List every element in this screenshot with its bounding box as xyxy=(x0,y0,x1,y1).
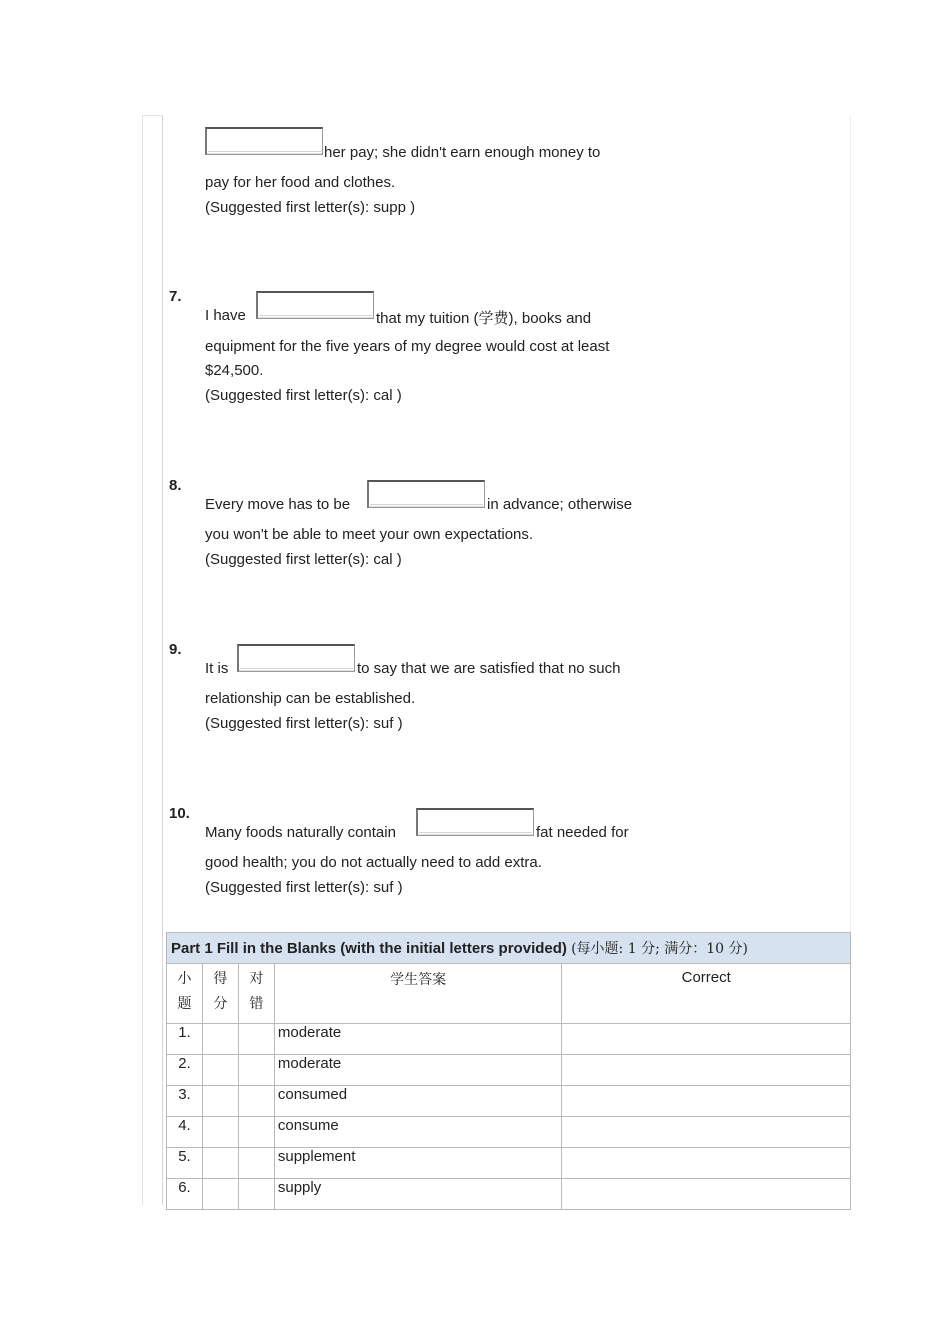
results-title-row xyxy=(167,933,851,964)
row-right-wrong xyxy=(238,1086,274,1117)
row-student-answer: moderate xyxy=(274,1055,562,1086)
header-question-number xyxy=(167,964,203,1024)
row-right-wrong xyxy=(238,1148,274,1179)
table-row xyxy=(167,1055,851,1086)
results-table xyxy=(166,932,851,1210)
question-text-after: fat needed for xyxy=(536,824,629,841)
answer-input-6[interactable] xyxy=(205,127,323,155)
question-hint: (Suggested first letter(s): suf ) xyxy=(205,879,403,896)
row-student-answer: consumed xyxy=(274,1086,562,1117)
question-text-line2: you won't be able to meet your own expectations. xyxy=(205,526,534,543)
row-student-answer: supplement xyxy=(274,1148,562,1179)
row-number: 6. xyxy=(167,1179,203,1210)
row-right-wrong xyxy=(238,1055,274,1086)
table-row xyxy=(167,1024,851,1055)
question-6-text-line2: pay for her food and clothes. xyxy=(205,174,396,191)
header-correct: Correct xyxy=(562,964,851,1024)
table-row xyxy=(167,1148,851,1179)
question-text-line2: equipment for the five years of my degree would cost at least xyxy=(205,338,610,355)
header-score xyxy=(202,964,238,1024)
question-hint: (Suggested first letter(s): suf ) xyxy=(205,715,403,732)
row-number: 3. xyxy=(167,1086,203,1117)
results-title xyxy=(167,933,851,964)
question-number: 9. xyxy=(169,641,182,658)
row-right-wrong xyxy=(238,1117,274,1148)
question-number: 8. xyxy=(169,477,182,494)
table-row xyxy=(167,1117,851,1148)
question-text-after: that my tuition (学费), books and xyxy=(376,310,592,327)
header-text: 小 xyxy=(177,971,192,987)
question-text-line3: $24,500. xyxy=(205,362,264,379)
frame-right-border xyxy=(850,115,851,935)
row-score xyxy=(202,1117,238,1148)
question-text-before: Every move has to be xyxy=(205,496,351,513)
answer-input-8[interactable] xyxy=(367,480,485,508)
row-correct xyxy=(562,1024,851,1055)
row-number: 1. xyxy=(167,1024,203,1055)
question-text-line2: relationship can be established. xyxy=(205,690,416,707)
question-number: 7. xyxy=(169,288,182,305)
answer-input-7[interactable] xyxy=(256,291,374,319)
question-number: 10. xyxy=(169,805,190,822)
row-student-answer: supply xyxy=(274,1179,562,1210)
row-score xyxy=(202,1086,238,1117)
row-student-answer: consume xyxy=(274,1117,562,1148)
row-score xyxy=(202,1148,238,1179)
row-correct xyxy=(562,1117,851,1148)
question-6-hint: (Suggested first letter(s): supp ) xyxy=(205,199,416,216)
table-row xyxy=(167,1179,851,1210)
row-number: 5. xyxy=(167,1148,203,1179)
question-hint: (Suggested first letter(s): cal ) xyxy=(205,551,402,568)
row-correct xyxy=(562,1148,851,1179)
question-text-line2: good health; you do not actually need to add extra. xyxy=(205,854,542,871)
answer-input-10[interactable] xyxy=(416,808,534,836)
results-title-scoring: (每小题: 1 分; 满分：10 分) xyxy=(571,941,748,957)
header-text: 对 xyxy=(249,971,264,987)
row-right-wrong xyxy=(238,1024,274,1055)
row-score xyxy=(202,1024,238,1055)
frame-top-border xyxy=(142,115,163,116)
row-number: 4. xyxy=(167,1117,203,1148)
row-correct xyxy=(562,1055,851,1086)
question-text-before: I have xyxy=(205,307,246,324)
question-text-after: in advance; otherwise xyxy=(487,496,633,513)
header-text: 分 xyxy=(213,996,228,1012)
frame-left-border xyxy=(142,115,143,1205)
header-student-answer: 学生答案 xyxy=(274,964,562,1024)
results-header-row xyxy=(167,964,851,1024)
row-number: 2. xyxy=(167,1055,203,1086)
answer-input-9[interactable] xyxy=(237,644,355,672)
row-right-wrong xyxy=(238,1179,274,1210)
question-text-before: It is xyxy=(205,660,229,677)
row-score xyxy=(202,1055,238,1086)
header-text: 得 xyxy=(213,971,228,987)
results-title-main: Part 1 Fill in the Blanks (with the initial letters provided) xyxy=(171,940,567,957)
row-score xyxy=(202,1179,238,1210)
frame-inner-border xyxy=(162,115,163,1205)
question-6-text-line1: her pay; she didn't earn enough money to xyxy=(324,144,601,161)
header-text: 题 xyxy=(177,996,192,1012)
header-text: 错 xyxy=(249,996,264,1012)
question-hint: (Suggested first letter(s): cal ) xyxy=(205,387,402,404)
row-correct xyxy=(562,1179,851,1210)
question-text-after: to say that we are satisfied that no such xyxy=(357,660,621,677)
question-text-before: Many foods naturally contain xyxy=(205,824,396,841)
table-row xyxy=(167,1086,851,1117)
row-correct xyxy=(562,1086,851,1117)
header-right-wrong xyxy=(238,964,274,1024)
row-student-answer: moderate xyxy=(274,1024,562,1055)
